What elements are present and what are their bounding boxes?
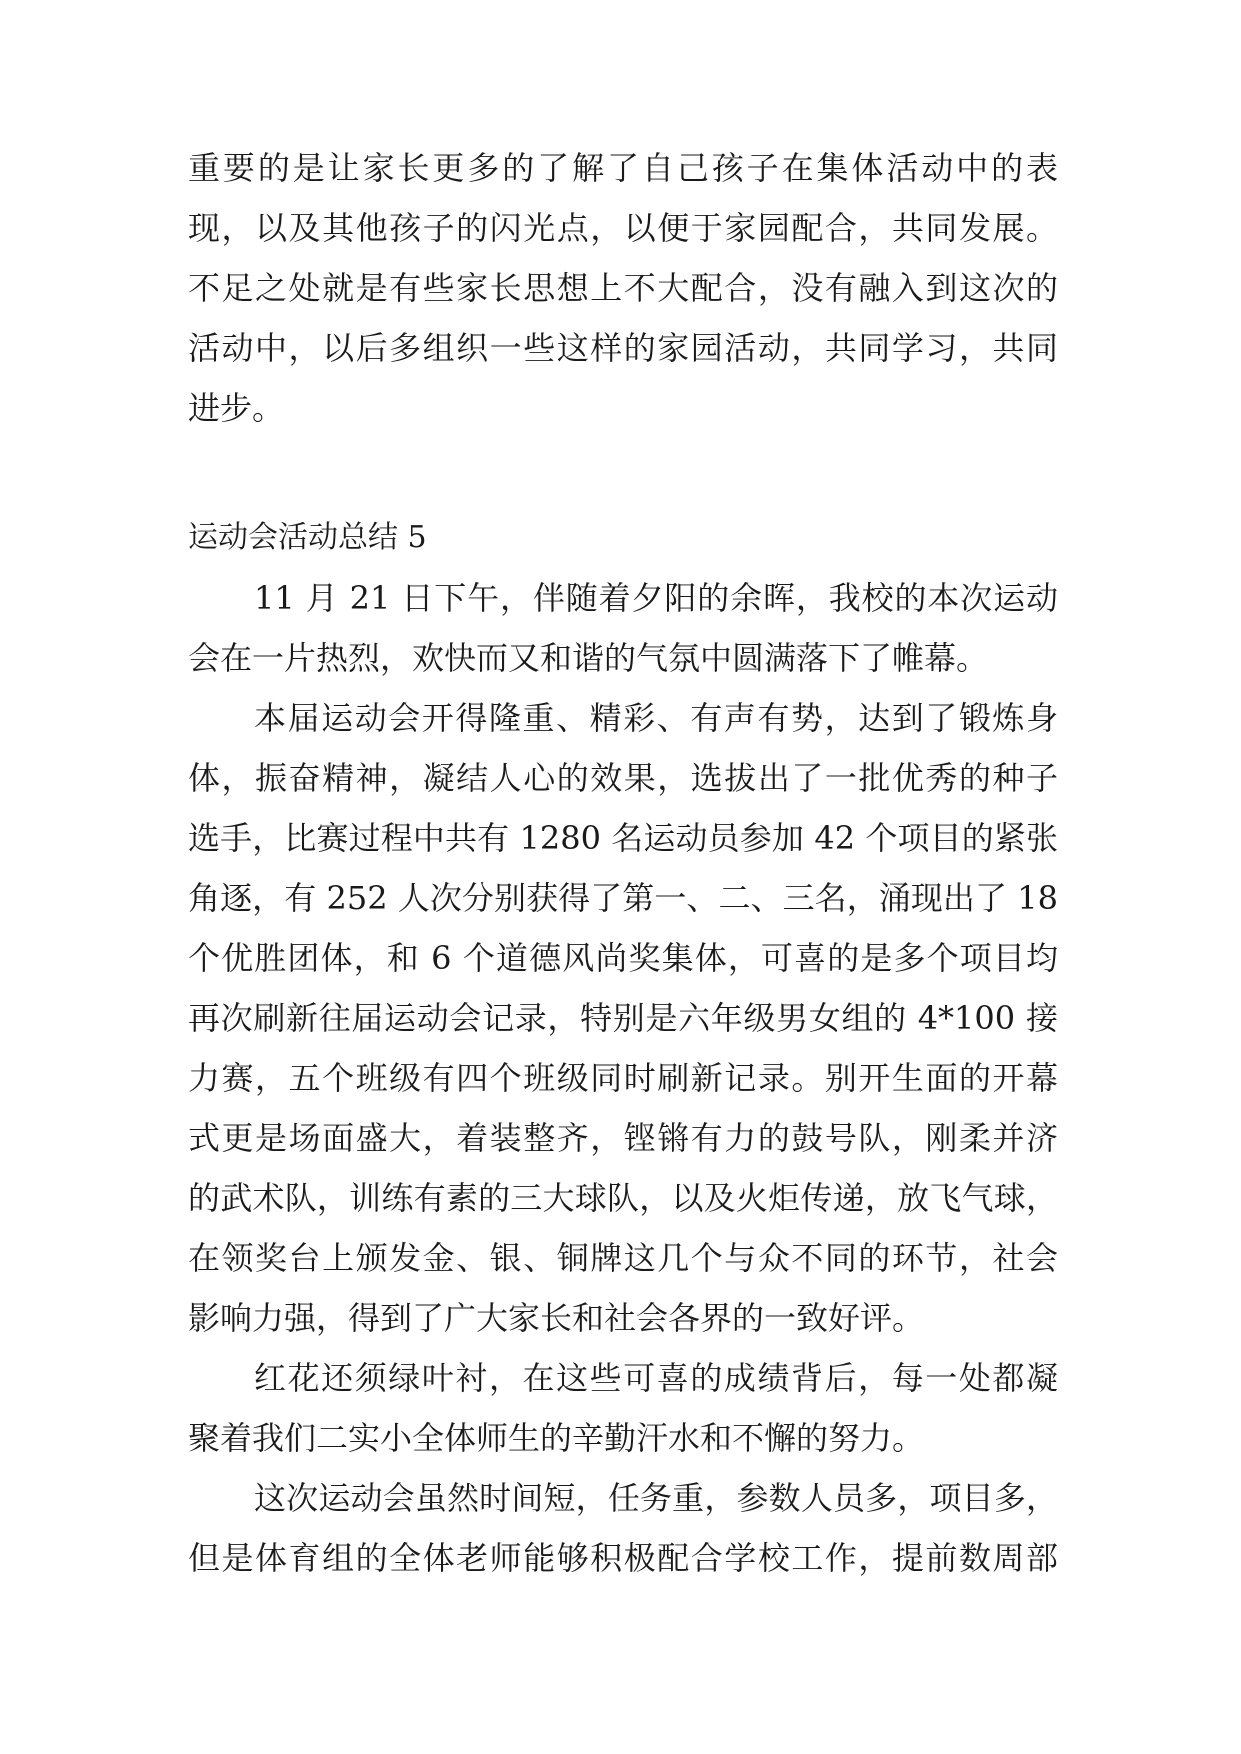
text-line: 影响力强，得到了广大家长和社会各界的一致好评。 xyxy=(188,1299,925,1337)
text-line: 聚着我们二实小全体师生的辛勤汗水和不懈的努力。 xyxy=(188,1419,925,1457)
text-line: 红花还须绿叶衬，在这些可喜的成绩背后，每一处都凝 xyxy=(254,1359,1058,1397)
paragraph-3 xyxy=(188,1348,1058,1468)
text-line: 11 月 21 日下午，伴随着夕阳的余晖，我校的本次运动 xyxy=(254,579,1058,617)
text-line: 体，振奋精神，凝结人心的效果，选拔出了一批优秀的种子 xyxy=(188,759,1058,797)
text-line: 但是体育组的全体老师能够积极配合学校工作，提前数周部 xyxy=(188,1539,1058,1577)
text-line: 再次刷新往届运动会记录，特别是六年级男女组的 4*100 接 xyxy=(188,999,1058,1037)
text-line: 式更是场面盛大，着装整齐，铿锵有力的鼓号队，刚柔并济 xyxy=(188,1119,1058,1157)
paragraph-4 xyxy=(188,1468,1058,1588)
text-line: 这次运动会虽然时间短，任务重，参数人员多，项目多， xyxy=(254,1479,1058,1517)
paragraph-1 xyxy=(188,568,1058,688)
text-line: 不足之处就是有些家长思想上不大配合，没有融入到这次的 xyxy=(188,269,1058,307)
paragraph-2 xyxy=(188,688,1058,1348)
text-line: 的武术队，训练有素的三大球队，以及火炬传递，放飞气球， xyxy=(188,1179,1058,1217)
text-line: 会在一片热烈，欢快而又和谐的气氛中圆满落下了帷幕。 xyxy=(188,639,989,677)
text-line: 进步。 xyxy=(188,389,285,427)
paragraph-top xyxy=(188,138,1058,438)
text-line: 选手，比赛过程中共有 1280 名运动员参加 42 个项目的紧张 xyxy=(188,819,1058,857)
text-line: 角逐，有 252 人次分别获得了第一、二、三名，涌现出了 18 xyxy=(188,879,1058,917)
text-line: 个优胜团体，和 6 个道德风尚奖集体，可喜的是多个项目均 xyxy=(188,939,1058,977)
text-line: 重要的是让家长更多的了解了自己孩子在集体活动中的表 xyxy=(188,149,1058,187)
section-title: 运动会活动总结 5 xyxy=(188,520,427,555)
text-line: 现，以及其他孩子的闪光点，以便于家园配合，共同发展。 xyxy=(188,209,1058,247)
text-line: 在领奖台上颁发金、银、铜牌这几个与众不同的环节，社会 xyxy=(188,1239,1058,1277)
text-line: 本届运动会开得隆重、精彩、有声有势，达到了锻炼身 xyxy=(254,699,1058,737)
text-line: 力赛，五个班级有四个班级同时刷新记录。别开生面的开幕 xyxy=(188,1059,1058,1097)
text-line: 活动中，以后多组织一些这样的家园活动，共同学习，共同 xyxy=(188,329,1058,367)
